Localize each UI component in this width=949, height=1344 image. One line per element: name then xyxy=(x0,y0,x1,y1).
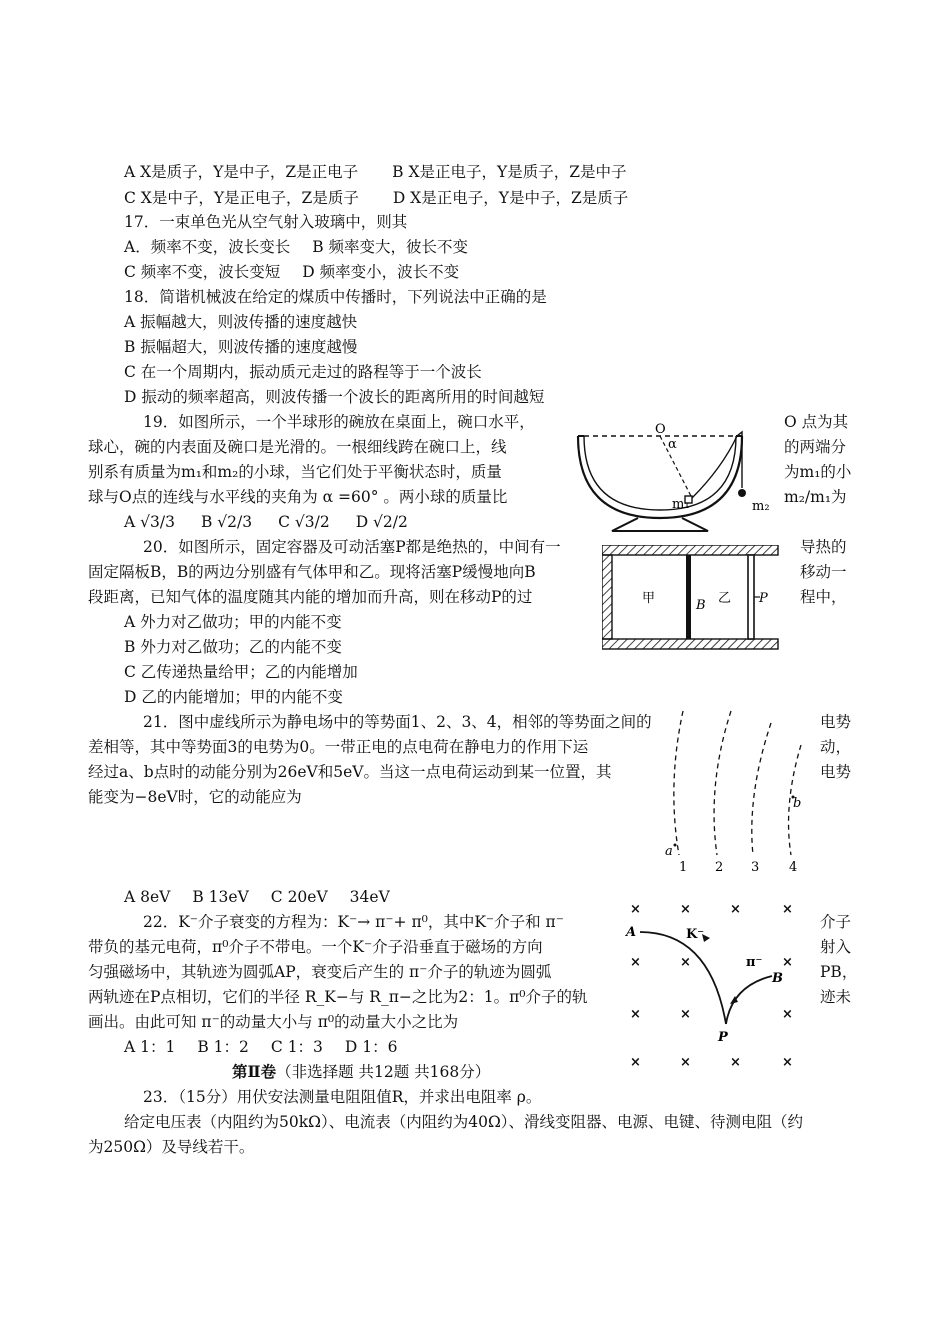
q20-option-b: B 外力对乙做功；乙的内能不变 xyxy=(124,638,342,656)
q22-line2: 带负的基元电荷，π⁰介子不带电。一个K⁻介子沿垂直于磁场的方向 xyxy=(88,938,543,956)
field-x-6: × xyxy=(680,955,691,970)
q22-options xyxy=(124,1037,398,1057)
q17-row2 xyxy=(124,262,459,282)
q22-right1: 介子 xyxy=(820,913,852,931)
q19-right2: 的两端分 xyxy=(784,438,847,456)
section-2-title: 第Ⅱ卷 xyxy=(232,1062,277,1081)
section-2-heading xyxy=(232,1062,490,1082)
q22-right3: PB， xyxy=(820,963,858,981)
label-P: P xyxy=(718,1030,728,1045)
ball-m2 xyxy=(738,489,746,497)
q22-right4: 迹未 xyxy=(820,988,852,1006)
container-bottom-wall xyxy=(602,639,778,649)
q18-stem: 18．简谐机械波在给定的煤质中传播时，下列说法中正确的是 xyxy=(124,288,547,306)
q19-option-b: B √2/3 xyxy=(200,513,253,531)
q21-line3: 经过a、b点时的动能分别为26eV和5eV。当这一点电荷运动到某一位置，其 xyxy=(88,763,612,781)
container-figure xyxy=(602,545,780,651)
label-b: b xyxy=(793,796,802,811)
q20-right3: 程中， xyxy=(800,588,847,606)
point-a xyxy=(674,844,677,847)
field-x-11: × xyxy=(630,1055,641,1070)
section-2-subtitle: （非选择题 共12题 共168分） xyxy=(276,1063,491,1081)
field-x-8: × xyxy=(630,1007,641,1022)
q18-option-d: D 振动的频率超高，则波传播一个波长的距离所用的时间越短 xyxy=(124,388,545,406)
q20-option-a: A 外力对乙做功；甲的内能不变 xyxy=(124,613,342,631)
q17-option-b: B 频率变大，彼长不变 xyxy=(312,238,469,256)
piston-P xyxy=(748,555,754,639)
magnetic-field-figure xyxy=(622,896,808,1072)
q18-option-a: A 振幅越大，则波传播的速度越快 xyxy=(124,313,358,331)
q21-option-c: C 20eV xyxy=(270,888,328,906)
q20-line1: 20．如图所示，固定容器及可动活塞P都是绝热的，中间有一 xyxy=(143,538,561,556)
q22-option-c: C 1：3 xyxy=(270,1038,323,1056)
bowl-outer xyxy=(578,436,742,518)
q21-options xyxy=(124,887,390,907)
field-x-4: × xyxy=(782,902,793,917)
equipotential-1 xyxy=(674,711,683,855)
q16-option-b: B X是正电子，Y是质子，Z是中子 xyxy=(392,163,627,181)
q17-option-c: C 频率不变，波长变短 xyxy=(124,263,281,281)
q21-right2: 动， xyxy=(820,738,852,756)
field-cross-marks xyxy=(630,902,793,1070)
q21-option-a: A 8eV xyxy=(124,888,171,906)
q21-right3: 电势 xyxy=(820,763,852,781)
q19-options xyxy=(124,512,408,532)
label-B: B xyxy=(696,598,706,613)
q23-line1: 23．（15分）用伏安法测量电阻阻值R，并求出电阻率 ρ。 xyxy=(143,1088,542,1106)
thread xyxy=(692,432,742,498)
field-x-10: × xyxy=(782,1007,793,1022)
label-m1: m₁ xyxy=(672,497,690,512)
equipotential-figure xyxy=(655,705,815,877)
q21-right1: 电势 xyxy=(820,713,852,731)
q23-line2: 给定电压表（内阻约为50kΩ）、电流表（内阻约为40Ω）、滑线变阻器、电源、电键、待测电阻（约 xyxy=(124,1113,804,1131)
q22-line1: 22．K⁻介子衰变的方程为：K⁻→ π⁻+ π⁰，其中K⁻介子和 π⁻ xyxy=(143,913,564,931)
container-top-wall xyxy=(602,545,778,555)
q16-row1 xyxy=(124,162,627,182)
label-jia: 甲 xyxy=(642,591,656,606)
q19-option-a: A √3/3 xyxy=(124,513,175,531)
q20-right2: 移动一 xyxy=(800,563,847,581)
q17-option-a: A．频率不变，波长变长 xyxy=(124,238,291,256)
q17-stem: 17．一束单色光从空气射入玻璃中，则其 xyxy=(124,213,408,231)
field-x-14: × xyxy=(782,1055,793,1070)
q19-right3: 为m₁的小 xyxy=(784,463,852,481)
q22-option-d: D 1：6 xyxy=(344,1038,398,1056)
field-x-5: × xyxy=(630,955,641,970)
q21-option-b: B 13eV xyxy=(192,888,249,906)
q22-option-a: A 1：1 xyxy=(124,1038,176,1056)
q19-option-c: C √3/2 xyxy=(278,513,330,531)
q19-line1: 19．如图所示，一个半球形的碗放在桌面上，碗口水平， xyxy=(143,413,535,431)
q22-option-b: B 1：2 xyxy=(197,1038,249,1056)
q16-option-d: D X是正电子，Y是中子，Z是质子 xyxy=(392,189,629,207)
equipotential-3 xyxy=(752,723,771,855)
q20-option-d: D 乙的内能增加；甲的内能不变 xyxy=(124,688,343,706)
label-B: B xyxy=(772,971,783,986)
q22-line5: 画出。由此可知 π⁻的动量大小与 π⁰的动量大小之比为 xyxy=(88,1013,459,1031)
field-x-1: × xyxy=(630,902,641,917)
q21-option-d: 34eV xyxy=(349,888,390,906)
equipotential-2 xyxy=(714,711,731,855)
partition-B xyxy=(686,555,691,639)
q17-option-d: D 频率变小，波长不变 xyxy=(302,263,460,281)
q16-option-c: C X是中子，Y是正电子，Z是质子 xyxy=(124,189,359,207)
q19-right4: m₂/m₁为 xyxy=(784,488,847,506)
label-alpha: α xyxy=(668,437,677,452)
q19-right1: O 点为其 xyxy=(784,413,849,431)
q16-option-a: A X是质子，Y是中子，Z是正电子 xyxy=(124,163,359,181)
q19-line3: 别系有质量为m₁和m₂的小球，当它们处于平衡状态时，质量 xyxy=(88,463,502,481)
q18-option-c: C 在一个周期内，振动质元走过的路程等于一个波长 xyxy=(124,363,482,381)
label-O: O xyxy=(655,422,666,437)
q21-line4: 能变为−8eV时，它的动能应为 xyxy=(88,788,302,806)
field-x-9: × xyxy=(680,1007,691,1022)
q22-right2: 射入 xyxy=(820,938,852,956)
q17-row1 xyxy=(124,237,468,257)
q22-line4: 两轨迹在P点相切，它们的半径 R_K−与 R_π−之比为2：1。π⁰介子的轨 xyxy=(88,988,588,1006)
q22-line3: 匀强磁场中，其轨迹为圆弧AP，衰变后产生的 π⁻介子的轨迹为圆弧 xyxy=(88,963,552,981)
q19-line2: 球心，碗的内表面及碗口是光滑的。一根细线跨在碗口上，线 xyxy=(88,438,507,456)
bowl-inner xyxy=(584,436,736,510)
q20-right1: 导热的 xyxy=(800,538,847,556)
q21-line2: 差相等，其中等势面3的电势为0。一带正电的点电荷在静电力的作用下运 xyxy=(88,738,589,756)
bowl-figure xyxy=(572,418,772,536)
q20-line3: 段距离，已知气体的温度随其内能的增加而升高，则在移动P的过 xyxy=(88,588,533,606)
container-left-wall xyxy=(602,555,612,639)
field-x-3: × xyxy=(730,902,741,917)
label-m2: m₂ xyxy=(752,499,770,514)
label-4: 4 xyxy=(789,860,798,875)
q19-line4: 球与O点的连线与水平线的夹角为 α =60° 。两小球的质量比 xyxy=(88,488,508,506)
q16-row2 xyxy=(124,188,628,208)
q19-option-d: D √2/2 xyxy=(355,513,408,531)
q20-line2: 固定隔板B，B的两边分别盛有气体甲和乙。现将活塞P缓慢地向B xyxy=(88,563,536,581)
bowl-base xyxy=(612,518,708,531)
field-x-7: × xyxy=(782,955,793,970)
label-1: 1 xyxy=(679,860,688,875)
label-K: K⁻ xyxy=(686,927,705,942)
q21-line1: 21．图中虚线所示为静电场中的等势面1、2、3、4，相邻的等势面之间的 xyxy=(143,713,652,731)
label-A: A xyxy=(626,925,637,940)
field-x-13: × xyxy=(730,1055,741,1070)
label-P: P xyxy=(759,591,768,606)
label-3: 3 xyxy=(751,860,760,875)
label-pi: π⁻ xyxy=(746,955,763,970)
field-x-12: × xyxy=(680,1055,691,1070)
field-x-2: × xyxy=(680,902,691,917)
label-yi: 乙 xyxy=(718,591,732,606)
q23-line3: 为250Ω）及导线若干。 xyxy=(88,1138,255,1156)
q18-option-b: B 振幅超大，则波传播的速度越慢 xyxy=(124,338,358,356)
q20-option-c: C 乙传递热量给甲；乙的内能增加 xyxy=(124,663,358,681)
label-a: a xyxy=(665,844,673,859)
label-2: 2 xyxy=(715,860,724,875)
